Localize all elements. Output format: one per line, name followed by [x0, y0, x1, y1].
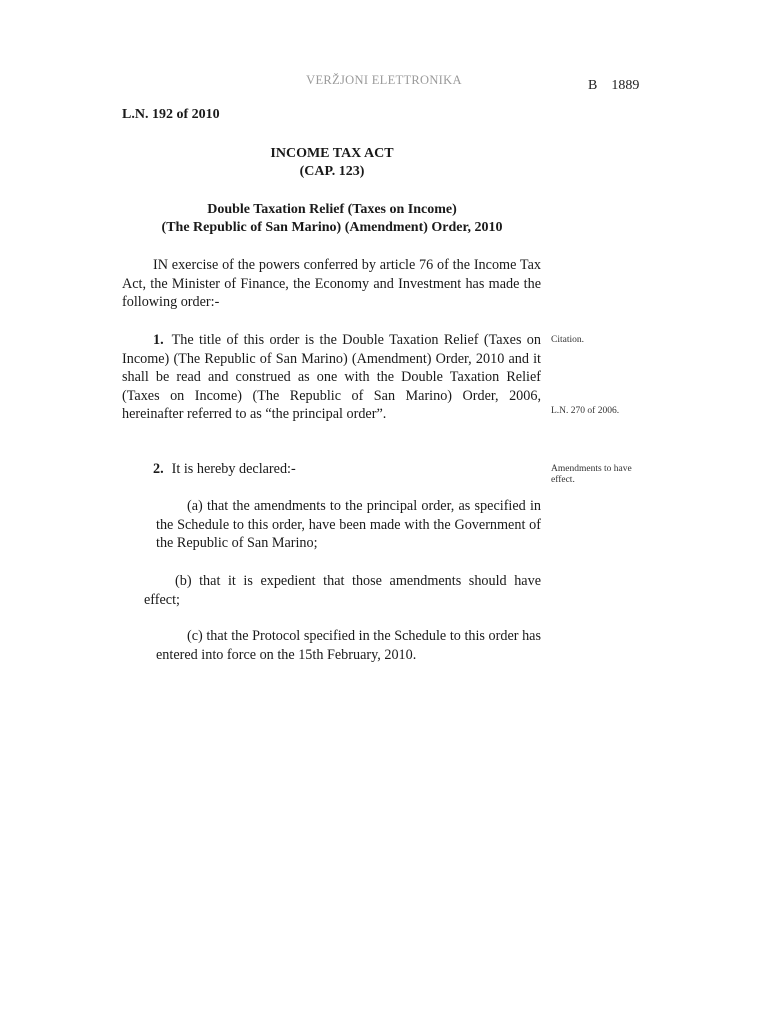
section-1-text: The title of this order is the Double Taxation Relief (Taxes on Income) (The Republic of San Marino) (Amendment) Order, 2010 and it shall be read and construed as one with the Double Taxation Relief (Taxes on Income) (The Republic of San Marino) Order, 2006, hereinafter referred to as “the principal order”. [122, 332, 541, 423]
margin-note-amendments: Amendments to have effect. [551, 464, 632, 485]
section-2-item-c: (c) that the Protocol specified in the Schedule to this order has entered into force on the 15th February, 2010. [156, 628, 541, 663]
order-title-line1: Double Taxation Relief (Taxes on Income) [207, 202, 457, 217]
order-title-line2: (The Republic of San Marino) (Amendment) Order, 2010 [161, 220, 503, 235]
margin-note-reference: L.N. 270 of 2006. [551, 406, 620, 416]
section-2-item-a: (a) that the amendments to the principal order, as specified in the Schedule to this order, have been made with the Government of the Republic of San Marino; [156, 498, 541, 552]
order-heading [122, 201, 542, 237]
section-2-number: 2. [153, 461, 164, 477]
act-chapter: (CAP. 123) [299, 164, 365, 179]
section-1 [122, 331, 541, 424]
legal-notice-number: L.N. 192 of 2010 [122, 107, 220, 122]
series-letter: B [588, 78, 598, 93]
preamble: IN exercise of the powers conferred by article 76 of the Income Tax Act, the Minister of Finance, the Economy and Investment has made the following order:- [122, 257, 541, 311]
section-1-number: 1. [153, 332, 164, 348]
page-number: 1889 [611, 78, 640, 93]
section-2 [122, 460, 541, 479]
section-2-item-b: (b) that it is expedient that those amendments should have effect; [144, 573, 541, 608]
page-header-right [588, 78, 639, 94]
margin-note-citation: Citation. [551, 335, 584, 345]
act-heading [122, 145, 542, 181]
section-2-text: It is hereby declared:- [171, 461, 296, 477]
act-title: INCOME TAX ACT [270, 146, 394, 161]
version-label: VERŽJONI ELETTRONIKA [306, 73, 462, 87]
